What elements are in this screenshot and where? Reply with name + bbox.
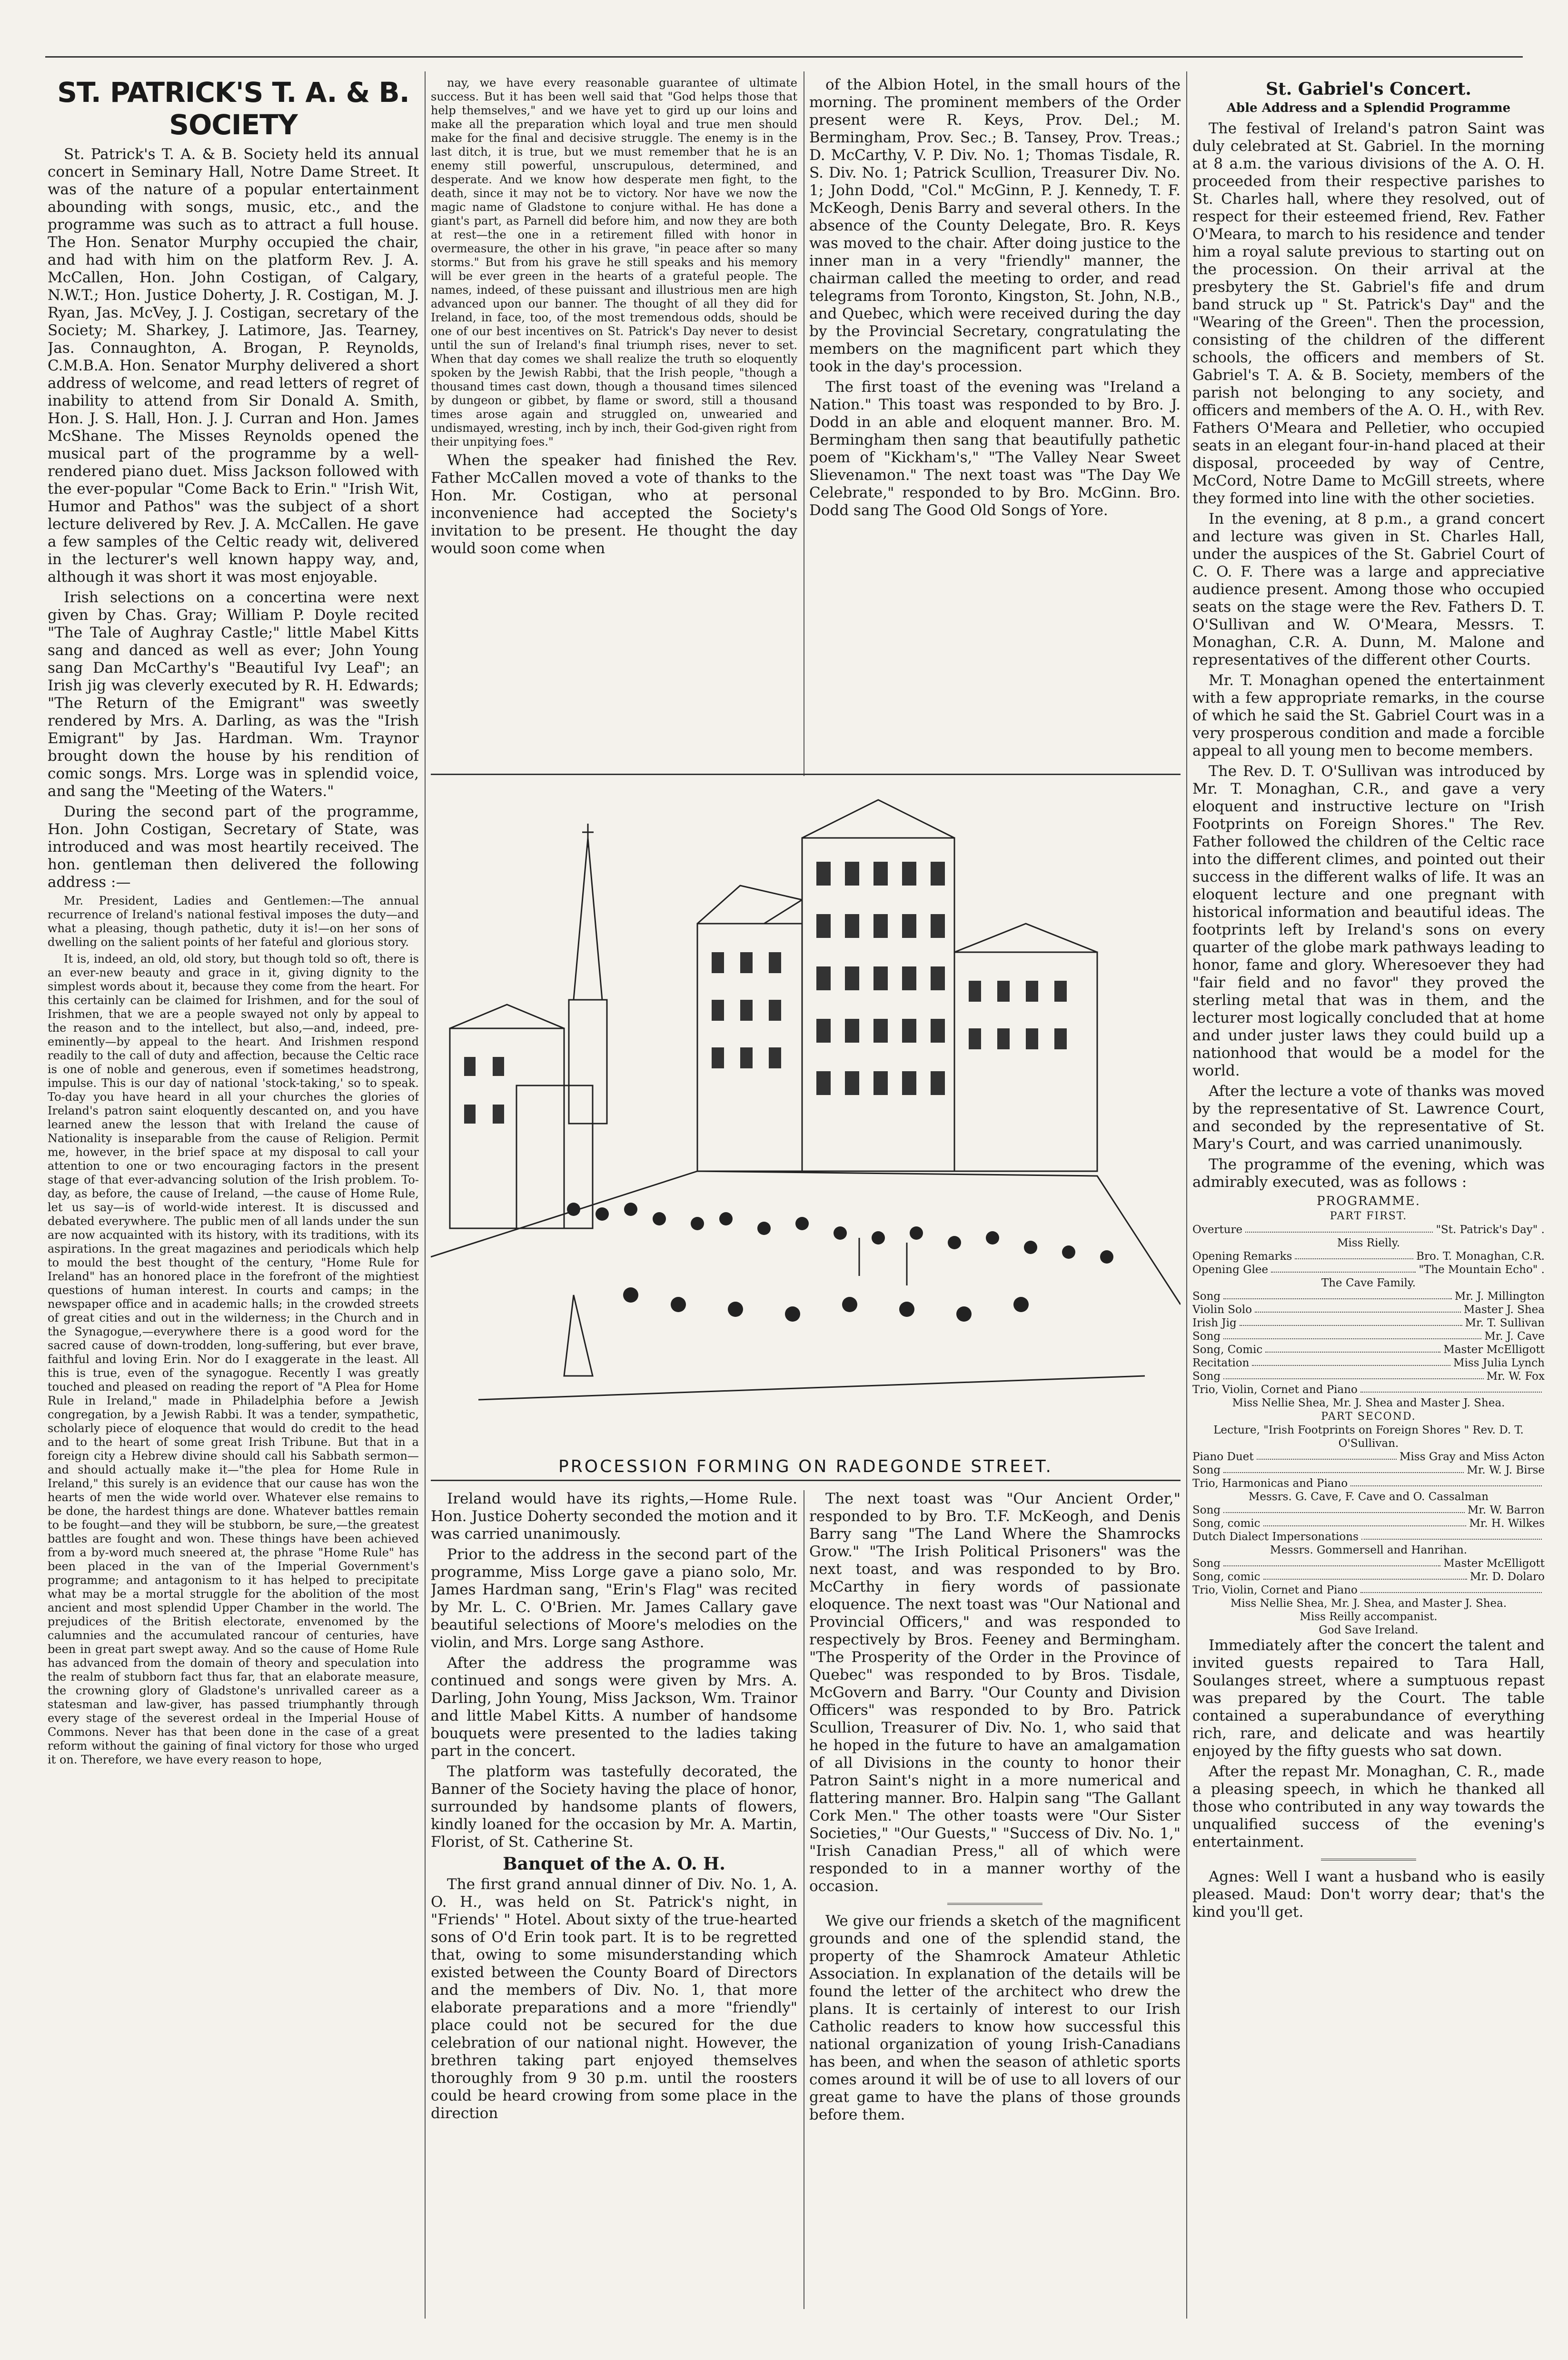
leader-dots: [1252, 1356, 1450, 1366]
programme-item: [1192, 1530, 1545, 1543]
top-rule: [45, 56, 1523, 58]
programme-part-first: [1192, 1223, 1545, 1410]
procession-illustration: [431, 781, 1181, 1452]
leader-dots: [1223, 1464, 1464, 1473]
programme-item-title: Song: [1192, 1504, 1221, 1516]
programme-item-title: Song, comic: [1192, 1571, 1260, 1583]
column-4: [1192, 76, 1545, 2314]
programme-item-performer: "St. Patrick's Day" .: [1436, 1224, 1545, 1236]
programme-item: [1192, 1263, 1545, 1276]
leader-dots: [1223, 1557, 1440, 1566]
programme-credit: Miss Nellie Shea, Mr. J. Shea and Master J. Shea.: [1232, 1397, 1505, 1409]
programme-credit: Miss Rielly.: [1337, 1237, 1400, 1249]
programme-item: [1192, 1250, 1545, 1263]
paragraph: St. Patrick's T. A. & B. Society held its annual concert in Seminary Hall, Notre Dame Street. It was of the nature of a popular entertainment abounding with songs, music, etc., and the programme was such as to attract a full house. The Hon. Senator Murphy occupied the chair, and had with him on the platform Rev. J. A. McCallen, Hon. John Costigan, of Calgary, N.W.T.; Hon. Justice Doherty, J. R. Costigan, M. J. Ryan, Jas. McVey, J. J. Costigan, secretary of the Society; M. Sharkey, J. Latimore, Jas. Tearney, Jas. Connaughton, A. Brogan, P. Reynolds, C.M.B.A. Hon. Senator Murphy delivered a short address of welcome, and read letters of regret of inability to attend from Sir Donald A. Smith, Hon. J. S. Hall, Hon. J. J. Curran and Hon. James McShane. The Misses Reynolds opened the musical part of the programme by a well-rendered piano duet. Miss Jackson followed with the ever-popular "Come Back to Erin." "Irish Wit, Humor and Pathos" was the subject of a short lecture delivered by Rev. J. A. McCallen. He gave a few samples of the Celtic ready wit, delivered in the lecturer's well known happy way, and, although it was short it was most enjoyable.: [48, 146, 419, 586]
address-continued: nay, we have every reasonable guarantee of ultimate success. But it has been well said that "God helps those that help themselves," and we have yet to gird up our loins and make all the preparation which loyal and true men should make for the final and decisive struggle. The enemy is in the last ditch, it is true, but we must remember that he is an enemy still powerful, unscrupulous, determined, and desperate. And we know how desperate men fight, to the death, since it may not be to victory. Nor have we now the magic name of Gladstone to conjure withal. He has done a giant's part, as Parnell did before him, and now they are both at rest—the one in a retirement filled with honor in overmeasure, the other in his grave, "in peace after so many storms." But from his grave he still speaks and his memory will be ever green in the hearts of a grateful people. The names, indeed, of these puissant and illustrious men are high advanced upon our banner. The thought of all they did for Ireland, in face, too, of the most tremendous odds, should be one of our best incentives on St. Patrick's Day never to desist until the sun of Ireland's final triumph rises, never to set. When that day comes we shall realize the truth so eloquently spoken by the Jewish Rabbi, that the Irish people, "though a thousand times cast down, though a thousand times silenced by dungeon or gibbet, by flame or sword, still a thousand times arose again and struggled on, unwearied and undismayed, wresting, inch by inch, their God-given right from their unpitying foes.": [431, 76, 797, 448]
programme-item-title: Dutch Dialect Impersonations: [1192, 1531, 1359, 1543]
programme-item: [1192, 1504, 1545, 1517]
paragraph: Mr. T. Monaghan opened the entertainment with a few appropriate remarks, in the course of which he said the St. Gabriel Court was in a very prosperous condition and made a forcible appeal to all young men to become members.: [1192, 672, 1545, 759]
programme-item: [1192, 1223, 1545, 1236]
leader-dots: [1257, 1450, 1397, 1460]
article-heading-st-gabriels: St. Gabriel's Concert.: [1266, 79, 1471, 99]
programme-credit: Messrs. Gommersell and Hanrihan.: [1270, 1544, 1468, 1556]
column-3-bottom: [809, 1490, 1181, 2309]
programme-item: [1192, 1370, 1545, 1383]
programme-item-performer: Mr. T. Sullivan: [1465, 1317, 1545, 1329]
programme-item-title: Irish Jig: [1192, 1317, 1237, 1329]
programme-item-performer: Mr. D. Dolaro: [1469, 1571, 1545, 1583]
programme-item-performer: Mr. J. Millington: [1454, 1290, 1545, 1303]
address-paragraph: It is, indeed, an old, old story, but though told so oft, there is an ever-new beauty and grace in it, giving dignity to the simplest words about it, because they come from the heart. For this certainly can be claimed for Irishmen, and for the soul of Irishmen, that we are a people swayed not only by appeal to the reason and to the intellect, but also,—and, indeed, pre-eminently—by appeal to the heart. And Irishmen respond readily to the call of duty and affection, because the Celtic race is one of noble and generous, even if sometimes headstrong, impulse. This is our day of national 'stock-taking,' so to speak. To-day you have heard in all your churches the glories of Ireland's patron saint eloquently descanted on, and you have learned anew the lesson that with Ireland the cause of Nationality is inseparable from the cause of Religion. Permit me, however, in the brief space at my disposal to call your attention to one or two encouraging factors in the present stage of that ever-advancing solution of the Irish problem. To-day, as before, the cause of Ireland, —the cause of Home Rule, let us say—is of world-wide interest. It is discussed and debated everywhere. The public men of all lands under the sun are now acquainted with its history, with its traditions, with its aspirations. In the great magazines and periodicals which help to mould the best thought of the century, "Home Rule for Ireland" has an honored place in the forefront of the mightiest questions of human interest. In courts and camps; in the newspaper office and in academic halls; in the crowded streets of great cities and out in the wilderness; in the Church and in the Synagogue,—everywhere there is a good word for the sacred cause of down-trodden, long-suffering, but ever brave, faithful and loving Erin. Nor do I exaggerate in the least. All this is true, even of the synagogue. Recently I was greatly touched and pleased on reading the report of "A Plea for Home Rule in Ireland," made in Philadelphia before a Jewish congregation, by a Jewish Rabbi. It was a tender, sympathetic, scholarly piece of eloquence that would do credit to the head and to the heart of some great Irish Tribune. But that in a foreign city a Hebrew divine should call his Sabbath sermon—and should actually make it—"the plea for Home Rule in Ireland," this surely is an evidence that our cause has won the hearts of men the wide world over. Whatever else remains to be done, the hardest things are done. Whatever battles remain to be fought—and they will be stubborn, be sure,—the greatest battles are fought and won. These things have been achieved from a by-word much sneered at, the phrase "Home Rule" has been placed in the van of the Imperial Government's programme; and antagonism to it has helped to precipitate what may be a mortal struggle for the abolition of the most ancient and most splendid Upper Chamber in the world. The prejudices of the British electorate, envenomed by the calumnies and the accumulated rancour of centuries, have been in great part swept away. And so the cause of Home Rule has advanced from the domain of theory and speculation into the realm of stubborn fact thus far, that an elaborate measure, the crowning glory of Gladstone's unrivalled career as a statesman and law-giver, has passed triumphantly through every stage of the severest ordeal in the Imperial House of Commons. Never has that been done in the case of a great reform without the gaining of final victory for those who urged it on. Therefore, we have every reason to hope,: [48, 952, 419, 1766]
leader-dots: [1245, 1223, 1433, 1233]
programme-item-title: Trio, Harmonicas and Piano: [1192, 1477, 1348, 1490]
programme-item-performer: Mr. W. Fox: [1486, 1370, 1545, 1383]
programme-item-performer: Master McElligott: [1443, 1344, 1545, 1356]
paragraph: After the lecture a vote of thanks was moved by the representative of St. Lawrence Court, and seconded by the representative of St. Mary's Court, and was carried unanimously.: [1192, 1083, 1545, 1153]
programme-part-second: [1192, 1424, 1545, 1637]
leader-dots: [1263, 1570, 1467, 1580]
paragraph: Prior to the address in the second part of the programme, Miss Lorge gave a piano solo, Mr. James Hardman sang, "Erin's Flag" was recited by Mr. L. C. O'Brien. Mr. James Callary gave beautiful selections of Moore's melodies on the violin, and Mrs. Lorge sang Asthore.: [431, 1546, 797, 1651]
programme-item-title: Violin Solo: [1192, 1304, 1252, 1316]
paragraph: We give our friends a sketch of the magnificent grounds and one of the splendid stand, the property of the Shamrock Amateur Athletic Association. In explanation of the details will be found the letter of the architect who drew the plans. It is certainly of interest to our Irish Catholic readers to know how successful this national organization of young Irish-Canadians has been, and when the season of athletic sports comes around it will be of use to all lovers of our great game to have the plans of those grounds before them.: [809, 1912, 1181, 2123]
programme-part-heading: PART SECOND.: [1321, 1411, 1416, 1423]
programme-item: [1192, 1464, 1545, 1477]
paragraph: Immediately after the concert the talent and invited guests repaired to Tara Hall, Soulanges street, where a sumptuous repast was prepared by the Court. The table contained a superabundance of everything rich, rare, and delicate and was heartily enjoyed by the fifty guests who sat down.: [1192, 1637, 1545, 1760]
paragraph: The first grand annual dinner of Div. No. 1, A. O. H., was held on St. Patrick's night, in "Friends' " Hotel. About sixty of the true-hearted sons of O'd Erin took part. It is to be regretted that, owing to some misunderstanding which existed between the County Board of Directors and the members of Div. No. 1, that more elaborate preparations and a more "friendly" place could not be secured for the due celebration of our national night. However, the brethren taking part enjoyed themselves thoroughly from 9 30 p.m. until the roosters could be heard crowing from some place in the direction: [431, 1876, 797, 2122]
leader-dots: [1223, 1504, 1465, 1513]
paragraph: The next toast was "Our Ancient Order," responded to by Bro. T.F. McKeogh, and Denis Barry sang "The Land Where the Shamrocks Grow." "The Irish Political Prisoners" was the next toast, and was responded to by Bro. McCarthy in fiery words of passionate eloquence. The next toast was "Our National and Provincial Officers," and was responded to respectively by Bros. Feeney and Bermingham. "The Prosperity of the Order in the Province of Quebec" was responded to by Bros. Tisdale, McGovern and Barry. "Our County and Division Officers" was responded to by Bro. Patrick Scullion, Treasurer of Div. No. 1, who said that he hoped in the future to have an amalgamation of all Divisions in the county to honor their Patron Saint's night in a more numerical and flattering manner. Bro. Halpin sang "The Gallant Cork Men." The other toasts were "Our Sister Societies," "Our Guests," "Success of Div. No. 1," "Irish Canadian Press," all of which were responded to in a manner worthy of the occasion.: [809, 1490, 1181, 1895]
programme-item-title: Song, comic: [1192, 1517, 1260, 1530]
programme-item-title: Song: [1192, 1557, 1221, 1570]
programme-credit: God Save Ireland.: [1319, 1624, 1419, 1636]
programme-item-title: Trio, Violin, Cornet and Piano: [1192, 1584, 1358, 1596]
illustration-caption: PROCESSION FORMING ON RADEGONDE STREET.: [558, 1457, 1053, 1476]
programme-item: [1192, 1303, 1545, 1316]
paragraph: The platform was tastefully decorated, the Banner of the Society having the place of honor, surrounded by handsome plants of flowers, kindly loaned for the occasion by Mr. A. Martin, Florist, of St. Catherine St.: [431, 1763, 797, 1851]
paragraph: When the speaker had finished the Rev. Father McCallen moved a vote of thanks to the Hon. Mr. Costigan, who at personal inconvenience had accepted the Society's invitation to be present. He thought the day would soon come when: [431, 452, 797, 557]
programme-item: [1192, 1316, 1545, 1330]
programme-item-performer: Mr. W. J. Birse: [1467, 1464, 1545, 1476]
programme-item-title: Overture: [1192, 1224, 1243, 1236]
programme-item: [1192, 1517, 1545, 1530]
column-1: [48, 76, 419, 2314]
programme-item: [1192, 1570, 1545, 1583]
programme-item-performer: Miss Gray and Miss Acton: [1399, 1451, 1545, 1463]
programme-item-title: Trio, Violin, Cornet and Piano: [1192, 1384, 1358, 1396]
programme-item: [1192, 1557, 1545, 1570]
paragraph: After the repast Mr. Monaghan, C. R., made a pleasing speech, in which he thanked all those who contributed in any way towards the unqualified success of the evening's entertainment.: [1192, 1763, 1545, 1851]
programme-credit: Miss Nellie Shea, Mr. J. Shea, and Master J. Shea.: [1230, 1597, 1507, 1610]
programme-item: [1192, 1343, 1545, 1356]
programme-item-title: Piano Duet: [1192, 1451, 1254, 1463]
leader-dots: [1263, 1517, 1467, 1526]
leader-dots: [1360, 1583, 1542, 1593]
programme-item-performer: Master J. Shea: [1463, 1304, 1545, 1316]
programme-item-title: Recitation: [1192, 1357, 1250, 1369]
leader-dots: [1350, 1477, 1542, 1486]
paragraph: The Rev. D. T. O'Sullivan was introduced by Mr. T. Monaghan, C.R., and gave a very eloquent and instructive lecture on "Irish Footprints on Foreign Shores." The Rev. Father followed the children of the Celtic race into the different climes, and pointed out their success in the different walks of life. It was an eloquent lecture and one pregnant with historical information and beautiful ideas. The footprints left by Ireland's sons on every quarter of the globe mark pathways leading to honor, fame and glory. Wheresoever they had "fair field and no favor" they proved the sterling metal that was in them, and the lecturer most logically concluded that at home and under juster laws they could build up a nationhood that would be a model for the world.: [1192, 763, 1545, 1079]
programme-item: [1192, 1356, 1545, 1370]
paragraph: Irish selections on a concertina were next given by Chas. Gray; William P. Doyle recited "The Tale of Aughray Castle;" little Mabel Kitts sang and danced as well as ever; John Young sang Dan McCarthy's "Beautiful Ivy Leaf"; an Irish jig was cleverly executed by R. H. Edwards; "The Return of the Emigrant" was sweetly rendered by Mrs. A. Darling, as was the "Irish Emigrant" by Jas. Hardman. Wm. Traynor brought down the house by his rendition of comic songs. Mrs. Lorge was in splendid voice, and sang the "Meeting of the Waters.": [48, 589, 419, 800]
paragraph: During the second part of the programme, Hon. John Costigan, Secretary of State, was introduced and was most heartily received. The hon. gentleman then delivered the following address :—: [48, 803, 419, 891]
paragraph: After the address the programme was continued and songs were given by Mrs. A. Darling, John Young, Miss Jackson, Wm. Trainor and little Mabel Kitts. A number of handsome bouquets were presented to the ladies taking part in the concert.: [431, 1654, 797, 1760]
paragraph: The festival of Ireland's patron Saint was duly celebrated at St. Gabriel. In the morning at 8 a.m. the various divisions of the A. O. H. proceeded from their respective parishes to St. Charles hall, where they resolved, out of respect for their esteemed friend, Rev. Father O'Meara, to march to his residence and tender him a royal salute previous to starting out on the procession. On their arrival at the presbytery the St. Gabriel's fife and drum band struck up " St. Patrick's Day" and the "Wearing of the Green". Then the procession, consisting of the children of the different schools, the officers and members of St. Gabriel's T. A. & B. Society, members of the parish not belonging to any society, and officers and members of the A. O. H., with Rev. Fathers O'Meara and Pelletier, who occupied seats in an elegant four-in-hand placed at their disposal, proceeded by way of Centre, McCord, Notre Dame to McGill streets, where they formed into line with the other societies.: [1192, 120, 1545, 507]
programme-item-title: Song: [1192, 1370, 1221, 1383]
column-rule: [425, 71, 426, 2319]
paragraph: In the evening, at 8 p.m., a grand concert and lecture was given in St. Charles Hall, under the auspices of the St. Gabriel Court of C. O. F. There was a large and appreciative audience present. Among those who occupied seats on the stage were the Rev. Fathers D. T. O'Sullivan and W. O'Meara, Messrs. T. Monaghan, C.R. A. Dunn, M. Malone and representatives of the different other Courts.: [1192, 510, 1545, 668]
paragraph: The first toast of the evening was "Ireland a Nation." This toast was responded to by Bro. J. Dodd in an able and eloquent manner. Bro. M. Bermingham then sang that beautifully pathetic poem of "Kickham's," "The Valley Near Sweet Slievenamon." The next toast was "The Day We Celebrate," responded to by Bro. McGinn. Bro. Dodd sang The Good Old Songs of Yore.: [809, 378, 1181, 519]
section-divider: [1321, 1859, 1416, 1861]
programme-item-performer: Master McElligott: [1443, 1557, 1545, 1570]
article-heading-banquet: Banquet of the A. O. H.: [503, 1854, 725, 1874]
programme-item: [1192, 1477, 1545, 1490]
programme-credit: Miss Reilly accompanist.: [1300, 1611, 1438, 1623]
programme-item: [1192, 1290, 1545, 1303]
leader-dots: [1295, 1250, 1413, 1259]
article-heading-st-patricks: ST. PATRICK'S T. A. & B. SOCIETY: [57, 76, 409, 141]
leader-dots: [1361, 1530, 1542, 1540]
programme-part-heading: PART FIRST.: [1330, 1210, 1408, 1222]
programme-item: [1192, 1450, 1545, 1464]
programme-item-title: Opening Glee: [1192, 1264, 1269, 1276]
section-divider: [947, 1903, 1042, 1905]
programme-item-title: Song: [1192, 1290, 1221, 1303]
programme-item-performer: Miss Julia Lynch: [1453, 1357, 1545, 1369]
leader-dots: [1223, 1330, 1481, 1339]
programme-item-performer: "The Mountain Echo" .: [1419, 1264, 1545, 1276]
programme-item: [1192, 1383, 1545, 1396]
programme-title: PROGRAMME.: [1317, 1194, 1420, 1208]
leader-dots: [1240, 1316, 1462, 1326]
column-2-bottom: [431, 1490, 797, 2309]
column-2-top: [431, 76, 797, 790]
leader-dots: [1223, 1290, 1452, 1299]
column-3-top: [809, 76, 1181, 790]
programme-item-performer: Bro. T. Monaghan, C.R.: [1416, 1250, 1545, 1263]
programme-credit: Lecture, "Irish Footprints on Foreign Shores " Rev. D. T. O'Sullivan.: [1213, 1424, 1524, 1450]
programme-item-title: Opening Remarks: [1192, 1250, 1292, 1263]
illustration-bottom-rule: [431, 1480, 1181, 1481]
programme-credit: Messrs. G. Cave, F. Cave and O. Cassalman: [1248, 1491, 1489, 1503]
programme-item-title: Song: [1192, 1464, 1221, 1476]
leader-dots: [1271, 1263, 1416, 1273]
illustration-top-rule: [431, 774, 1181, 775]
programme-item-performer: Mr. J. Cave: [1484, 1330, 1545, 1343]
programme-item-title: Song: [1192, 1330, 1221, 1343]
leader-dots: [1255, 1303, 1461, 1313]
paragraph: Ireland would have its rights,—Home Rule. Hon. Justice Doherty seconded the motion and it was carried unanimously.: [431, 1490, 797, 1543]
joke-paragraph: Agnes: Well I want a husband who is easily pleased. Maud: Don't worry dear; that's the kind you'll get.: [1192, 1868, 1545, 1921]
leader-dots: [1223, 1370, 1483, 1379]
paragraph: The programme of the evening, which was admirably executed, was as follows :: [1192, 1156, 1545, 1191]
paragraph: of the Albion Hotel, in the small hours of the morning. The prominent members of the Order present were R. Keys, Prov. Del.; M. Bermingham, Prov. Sec.; B. Tansey, Prov. Treas.; D. McCarthy, V. P. Div. No. 1; Thomas Tisdale, R. S. Div. No. 1; Patrick Scullion, Treasurer Div. No. 1; John Dodd, "Col." McGinn, P. J. Kennedy, T. F. McKeogh, Denis Barry and several others. In the absence of the County Delegate, Bro. R. Keys was moved to the chair. After doing justice to the inner man in a very "friendly" manner, the chairman called the meeting to order, and read telegrams from Toronto, Kingston, St. John, N.B., and Quebec, which were received during the day by the Provincial Secretary, congratulating the members on the magnificent part which they took in the day's procession.: [809, 76, 1181, 375]
leader-dots: [1265, 1343, 1440, 1353]
column-rule: [1186, 71, 1187, 2319]
programme-item: [1192, 1330, 1545, 1343]
programme-item-title: Song, Comic: [1192, 1344, 1263, 1356]
leader-dots: [1360, 1383, 1542, 1393]
article-subheading: Able Address and a Splendid Programme: [1226, 101, 1511, 115]
address-paragraph: Mr. President, Ladies and Gentlemen:—The annual recurrence of Ireland's national festival imposes the duty—and what a pleasing, though pathetic, duty it is!—on her sons of dwelling on the salient points of her fateful and glorious story.: [48, 894, 419, 949]
programme-credit: The Cave Family.: [1321, 1277, 1416, 1289]
programme-item-performer: Mr. W. Barron: [1467, 1504, 1545, 1516]
programme-item-performer: Mr. H. Wilkes: [1469, 1517, 1545, 1530]
programme-item: [1192, 1583, 1545, 1597]
